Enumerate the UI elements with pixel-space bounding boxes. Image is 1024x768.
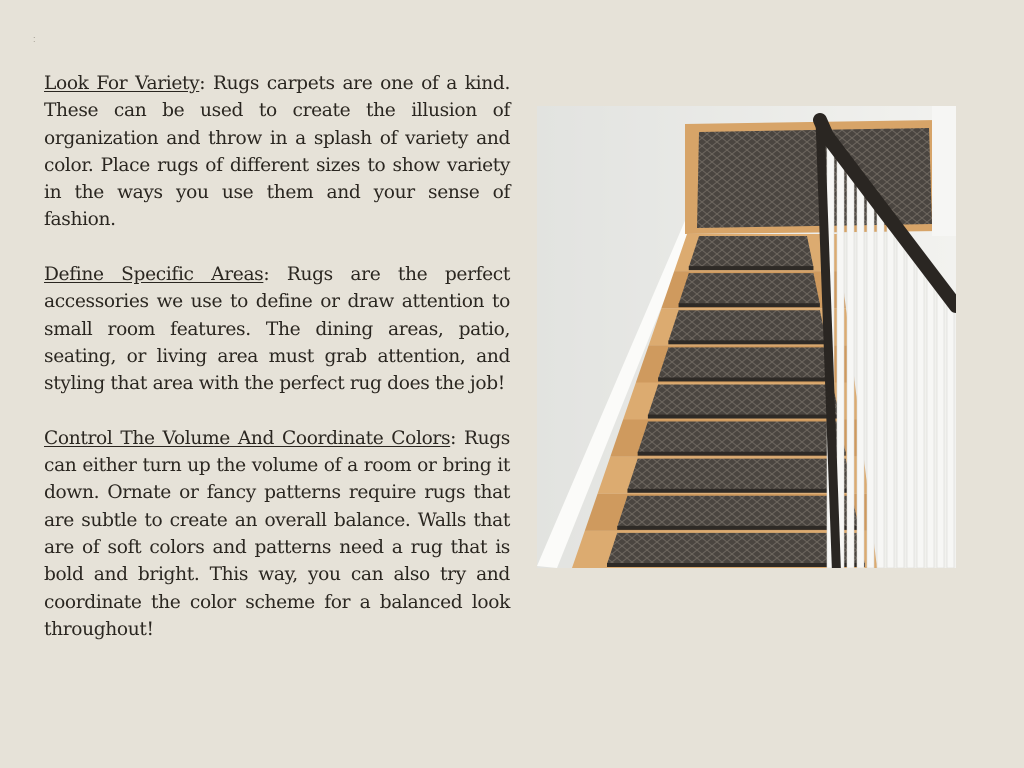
stair-nosing	[668, 340, 826, 344]
stair-runner	[638, 422, 846, 453]
right-wall	[932, 106, 956, 236]
baluster	[877, 201, 884, 568]
paragraph-control-volume	[44, 425, 510, 643]
baluster	[937, 279, 944, 568]
stair-runner	[668, 310, 826, 341]
paragraph-look-for-variety	[44, 70, 510, 234]
paragraph-body: Rugs can either turn up the volume of a room or bring it down. Ornate or fancy patterns require rugs that are subtle to create an overall balance. Walls that are of soft colors and patterns need a rug that is bold and bright. This way, you can also try and coordinate the color scheme for a balanced look throughout!	[44, 427, 510, 640]
stair-runner	[679, 273, 820, 304]
stair-runner	[607, 533, 865, 564]
stair-runner	[617, 496, 858, 527]
stair-nosing	[648, 415, 839, 419]
stair-nosing	[638, 452, 846, 456]
stair-nosing	[679, 303, 820, 307]
baluster	[847, 162, 854, 568]
paragraph-title: Look For Variety	[44, 73, 200, 94]
stair-runner	[689, 236, 814, 267]
paragraph-title: Control The Volume And Coordinate Colors	[44, 427, 451, 449]
staircase-illustration	[537, 106, 956, 568]
paragraph-body: Rugs carpets are one of a kind. These can be used to create the illusion of organization and throw in a splash of variety and color. Place rugs of different sizes to show variety in the ways you use them and your sense of fashion.	[44, 73, 511, 231]
stair-nosing	[627, 489, 852, 493]
baluster	[857, 175, 864, 568]
stair-nosing	[689, 266, 814, 270]
paragraph-define-specific-areas	[44, 261, 510, 397]
stair-nosing	[617, 526, 858, 530]
baluster	[927, 266, 934, 568]
baluster	[947, 292, 954, 568]
title-separator: :	[263, 264, 270, 286]
baluster	[897, 227, 904, 568]
paragraph-title: Define Specific Areas	[44, 264, 264, 286]
text-column	[44, 70, 510, 671]
baluster	[907, 240, 914, 568]
staircase-photo	[537, 106, 956, 568]
stair-runner	[648, 384, 839, 415]
stair-nosing	[607, 563, 865, 567]
baluster	[917, 253, 924, 568]
stair-nosing	[658, 377, 833, 381]
corner-mark: :	[33, 34, 36, 44]
title-separator: :	[450, 427, 457, 449]
title-separator: :	[199, 73, 206, 94]
baluster	[867, 188, 874, 568]
paragraph-body: Rugs are the perfect accessories we use to define or draw attention to small room features. The dining areas, patio, seating, or living area must grab attention, and styling that area with the perfect rug does the job!	[44, 264, 510, 395]
baluster	[887, 214, 894, 568]
landing-rug	[697, 128, 932, 228]
stair-runner	[658, 347, 833, 378]
stair-runner	[627, 459, 852, 490]
